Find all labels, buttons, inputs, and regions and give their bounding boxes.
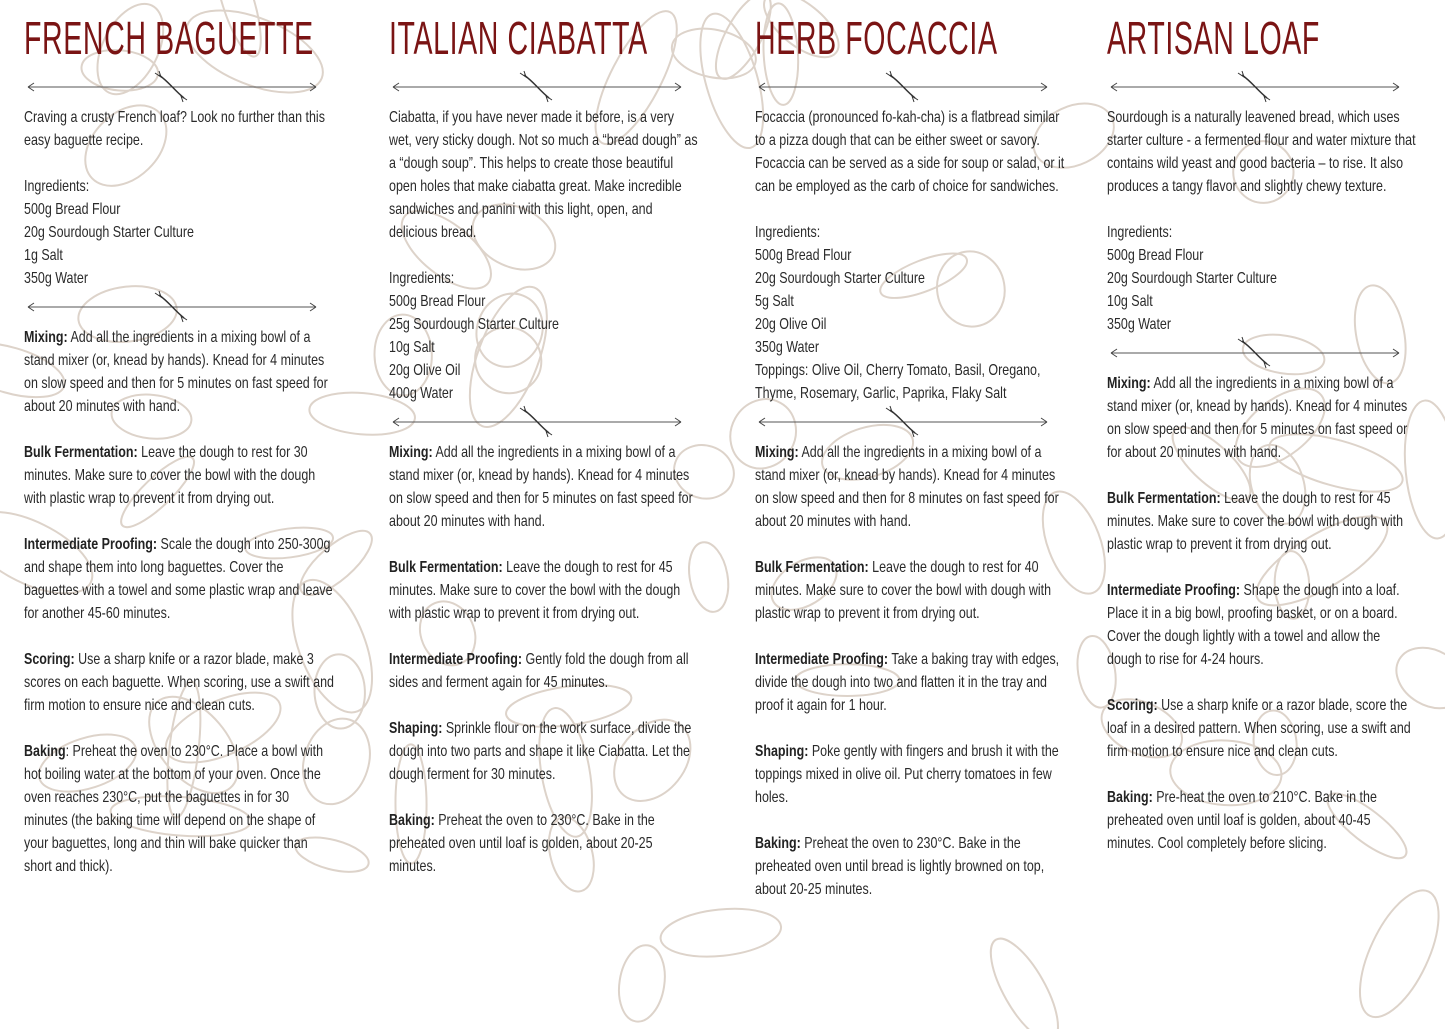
ingredient-item: 350g Water (24, 270, 89, 287)
ingredient-item: Toppings: Olive Oil, Cherry Tomato, Basil, Oregano, Thyme, Rosemary, Garlic, Paprika, Flaky Salt (755, 362, 1041, 402)
ingredient-item: 10g Salt (1107, 293, 1153, 310)
ingredient-item: 10g Salt (389, 339, 435, 356)
step-label: Mixing: (755, 444, 799, 461)
recipe-intro: Sourdough is a naturally leavened bread, which uses starter culture - a fermented flour and water mixture that contains wild yeast and good bacteria – to rise. It also produces a tangy flavor and slightly chewy texture. (1107, 109, 1416, 195)
step-label: Shaping: (755, 743, 809, 760)
step-text: Preheat the oven to 230°C. Bake in the preheated oven until bread is lightly browned on top, about 20-25 minutes. (755, 835, 1045, 898)
ornamental-divider (1107, 336, 1407, 370)
recipe-step (1107, 694, 1417, 763)
recipe-intro: Focaccia (pronounced fo-kah-cha) is a flatbread similar to a pizza dough that can be either sweet or savory. Focaccia can be served as a side for soup or salad, or it can be employed as the carb of choice for sandwiches. (755, 109, 1065, 195)
recipe-step (24, 740, 334, 878)
ornamental-divider (24, 290, 324, 324)
bread-doodle (978, 929, 1071, 1029)
recipe-title: HERB FOCACCIA (755, 12, 998, 64)
recipe-column (24, 0, 354, 901)
step-label: Baking: (1107, 789, 1153, 806)
recipe-step (24, 533, 334, 625)
ornamental-divider (755, 405, 1055, 439)
step-label: Bulk Fermentation: (1107, 490, 1221, 507)
step-label: Scoring: (1107, 697, 1158, 714)
ingredients-list (1107, 221, 1417, 336)
recipe-step (24, 648, 334, 717)
step-label: Shaping: (389, 720, 443, 737)
step-text: : Preheat the oven to 230°C. Place a bowl with hot boiling water at the bottom of your oven. Once the oven reaches 230°C, put the baguettes in for 30 minutes (the baking time will depend on the shape of your baguettes, long and thin will bake quicker than short and thick). (24, 743, 324, 875)
step-label: Mixing: (389, 444, 433, 461)
recipe-step (389, 717, 699, 786)
step-text: Leave the dough to rest for 30 minutes. Make sure to cover the bowl with the dough with plastic wrap to prevent it from drying out. (24, 444, 316, 507)
step-text: Preheat the oven to 230°C. Bake in the preheated oven until loaf is golden, about 20-25 minutes. (389, 812, 655, 875)
step-text: Add all the ingredients in a mixing bowl of a stand mixer (or, knead by hands). Knead for 4 minutes on slow speed and then for 5 minutes on fast speed for about 20 minutes with hand. (24, 329, 328, 415)
step-text: Sprinkle flour on the work surface, divide the dough into two parts and shape it like Ciabatta. Let the dough ferment for 30 minutes. (389, 720, 692, 783)
ingredient-item: 25g Sourdough Starter Culture (389, 316, 559, 333)
ingredient-item: 350g Water (1107, 316, 1172, 333)
step-label: Intermediate Proofing: (1107, 582, 1241, 599)
recipe-step (1107, 579, 1417, 671)
ingredient-item: 500g Bread Flour (755, 247, 852, 264)
recipe-step (755, 441, 1065, 533)
step-text: Leave the dough to rest for 40 minutes. Make sure to cover the bowl with dough with plastic wrap to prevent it from drying out. (755, 559, 1052, 622)
recipe-intro: Ciabatta, if you have never made it before, is a very wet, very sticky dough. Not so much a “bread dough” as a “dough soup”. This helps to create those beautiful open holes that make ciabatta great. Make incredible sandwiches and panini with this light, open, and delicious bread. (389, 109, 698, 241)
recipe-step (389, 441, 699, 533)
ingredient-item: 500g Bread Flour (24, 201, 121, 218)
recipe-step (755, 832, 1065, 901)
step-text: Pre-heat the oven to 210°C. Bake in the preheated oven until loaf is golden, about 40-45 minutes. Cool completely before slicing. (1107, 789, 1377, 852)
ingredient-item: 500g Bread Flour (1107, 247, 1204, 264)
recipe-step (24, 326, 334, 418)
recipe-step (755, 648, 1065, 717)
recipe-column (389, 0, 719, 901)
ingredients-label: Ingredients: (755, 224, 821, 241)
bread-doodle (1344, 879, 1445, 1028)
step-label: Mixing: (24, 329, 68, 346)
recipe-intro: Craving a crusty French loaf? Look no further than this easy baguette recipe. (24, 109, 325, 149)
ornamental-divider (389, 70, 689, 104)
ingredients-list (389, 267, 699, 405)
ornamental-divider (389, 405, 689, 439)
ingredient-item: 1g Salt (24, 247, 63, 264)
step-text: Add all the ingredients in a mixing bowl of a stand mixer (or, knead by hands). Knead for 4 minutes on slow speed and then for 5 minutes on fast speed or for about 20 minutes with hand. (1107, 375, 1408, 461)
step-text: Take a baking tray with edges, divide the dough into two and flatten it in the tray and proof it again for 1 hour. (755, 651, 1060, 714)
ingredient-item: 5g Salt (755, 293, 794, 310)
recipe-step (389, 556, 699, 625)
recipe-step (389, 648, 699, 694)
ornamental-divider (1107, 70, 1407, 104)
step-text: Add all the ingredients in a mixing bowl of a stand mixer (or, knead by hands). Knead for 4 minutes on slow speed and then for 8 minutes on fast speed for about 20 minutes with hand. (755, 444, 1059, 530)
ingredient-item: 350g Water (755, 339, 820, 356)
ingredients-label: Ingredients: (24, 178, 90, 195)
step-label: Scoring: (24, 651, 75, 668)
step-label: Intermediate Proofing: (755, 651, 889, 668)
recipe-step (24, 441, 334, 510)
ingredient-item: 20g Sourdough Starter Culture (1107, 270, 1277, 287)
recipe-step (755, 740, 1065, 809)
ornamental-divider (24, 70, 324, 104)
recipe-title: ITALIAN CIABATTA (389, 12, 648, 64)
ingredients-label: Ingredients: (1107, 224, 1173, 241)
recipe-column (755, 0, 1085, 924)
recipe-title: FRENCH BAGUETTE (24, 12, 314, 64)
ingredient-item: 20g Sourdough Starter Culture (755, 270, 925, 287)
recipe-step (389, 809, 699, 878)
ingredients-list (24, 175, 334, 290)
step-text: Shape the dough into a loaf. Place it in a big bowl, proofing basket, or on a board. Cover the dough lightly with a towel and allow the dough to rise for 4-24 hours. (1107, 582, 1400, 668)
ornamental-divider (755, 70, 1055, 104)
step-label: Baking (24, 743, 66, 760)
step-text: Add all the ingredients in a mixing bowl of a stand mixer (or, knead by hands). Knead for 4 minutes on slow speed and then for 5 minutes on fast speed for about 20 minutes with hand. (389, 444, 693, 530)
ingredient-item: 20g Sourdough Starter Culture (24, 224, 194, 241)
step-text: Gently fold the dough from all sides and ferment again for 45 minutes. (389, 651, 689, 691)
recipe-step (1107, 372, 1417, 464)
step-label: Bulk Fermentation: (755, 559, 869, 576)
step-text: Poke gently with fingers and brush it with the toppings mixed in olive oil. Put cherry tomatoes in few holes. (755, 743, 1059, 806)
ingredient-item: 20g Olive Oil (389, 362, 461, 379)
recipe-title: ARTISAN LOAF (1107, 12, 1320, 64)
step-label: Intermediate Proofing: (389, 651, 523, 668)
recipe-step (755, 556, 1065, 625)
bread-doodle (614, 942, 670, 1025)
ingredient-item: 400g Water (389, 385, 454, 402)
recipe-step (1107, 786, 1417, 855)
step-label: Bulk Fermentation: (24, 444, 138, 461)
step-text: Scale the dough into 250-300g and shape them into long baguettes. Cover the baguettes with a towel and some plastic wrap and leave for another 45-60 minutes. (24, 536, 333, 622)
ingredients-list (755, 221, 1065, 405)
step-label: Baking: (755, 835, 801, 852)
step-text: Use a sharp knife or a razor blade, make 3 scores on each baguette. When scoring, use a swift and firm motion to ensure nice and clean cuts. (24, 651, 334, 714)
step-label: Bulk Fermentation: (389, 559, 503, 576)
step-label: Mixing: (1107, 375, 1151, 392)
step-label: Baking: (389, 812, 435, 829)
recipe-step (1107, 487, 1417, 556)
step-text: Leave the dough to rest for 45 minutes. Make sure to cover the bowl with dough with plastic wrap to prevent it from drying out. (1107, 490, 1404, 553)
step-label: Intermediate Proofing: (24, 536, 158, 553)
ingredient-item: 20g Olive Oil (755, 316, 827, 333)
step-text: Leave the dough to rest for 45 minutes. Make sure to cover the bowl with the dough with plastic wrap to prevent it from drying out. (389, 559, 681, 622)
ingredient-item: 500g Bread Flour (389, 293, 486, 310)
ingredients-label: Ingredients: (389, 270, 455, 287)
step-text: Use a sharp knife or a razor blade, score the loaf in a desired pattern. When scoring, use a swift and firm motion to ensure nice and clean cuts. (1107, 697, 1411, 760)
recipe-column (1107, 0, 1437, 878)
